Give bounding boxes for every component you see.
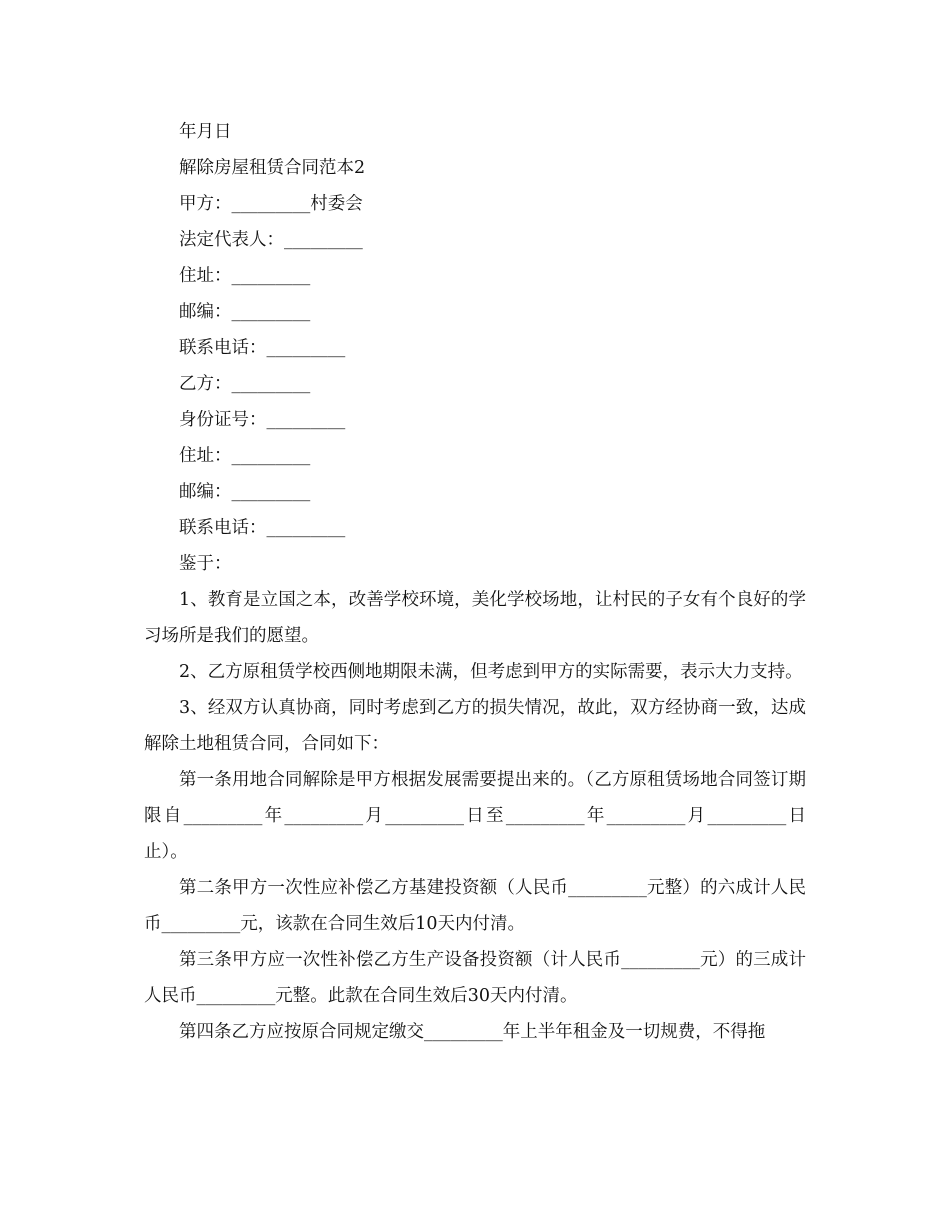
party-b-phone: 联系电话：_________: [179, 518, 346, 538]
party-b: 乙方：_________: [179, 374, 311, 394]
party-a: 甲方：_________村委会: [179, 194, 363, 214]
legal-representative: 法定代表人：_________: [179, 230, 363, 250]
article-1: 第一条用地合同解除是甲方根据发展需要提出来的。（乙方原租赁场地合同签订期限自_________年_________月_________日至_________年_________月_________日止）。: [144, 770, 806, 862]
document-title: 解除房屋租赁合同范本2: [179, 158, 366, 178]
party-b-postcode: 邮编：_________: [179, 482, 311, 502]
whereas-heading: 鉴于：: [179, 554, 232, 574]
document-body: [144, 114, 806, 1050]
article-2: 第二条甲方一次性应补偿乙方基建投资额（人民币_________元整）的六成计人民币_________元，该款在合同生效后10天内付清。: [144, 878, 806, 934]
article-3: 第三条甲方应一次性补偿乙方生产设备投资额（计人民币_________元）的三成计人民币_________元整。此款在合同生效后30天内付清。: [144, 950, 806, 1006]
party-b-address: 住址：_________: [179, 446, 311, 466]
party-b-id-number: 身份证号：_________: [179, 410, 346, 430]
date-line: 年月日: [179, 122, 232, 142]
whereas-item-2: 2、乙方原租赁学校西侧地期限未满，但考虑到甲方的实际需要，表示大力支持。: [179, 662, 803, 682]
whereas-item-1: 1、教育是立国之本，改善学校环境，美化学校场地，让村民的子女有个良好的学习场所是我们的愿望。: [144, 590, 806, 646]
party-a-postcode: 邮编：_________: [179, 302, 311, 322]
whereas-item-3: 3、经双方认真协商，同时考虑到乙方的损失情况，故此，双方经协商一致，达成解除土地租赁合同，合同如下：: [144, 698, 806, 754]
article-4: 第四条乙方应按原合同规定缴交_________年上半年租金及一切规费，不得拖: [179, 1022, 766, 1042]
party-a-phone: 联系电话：_________: [179, 338, 346, 358]
party-a-address: 住址：_________: [179, 266, 311, 286]
